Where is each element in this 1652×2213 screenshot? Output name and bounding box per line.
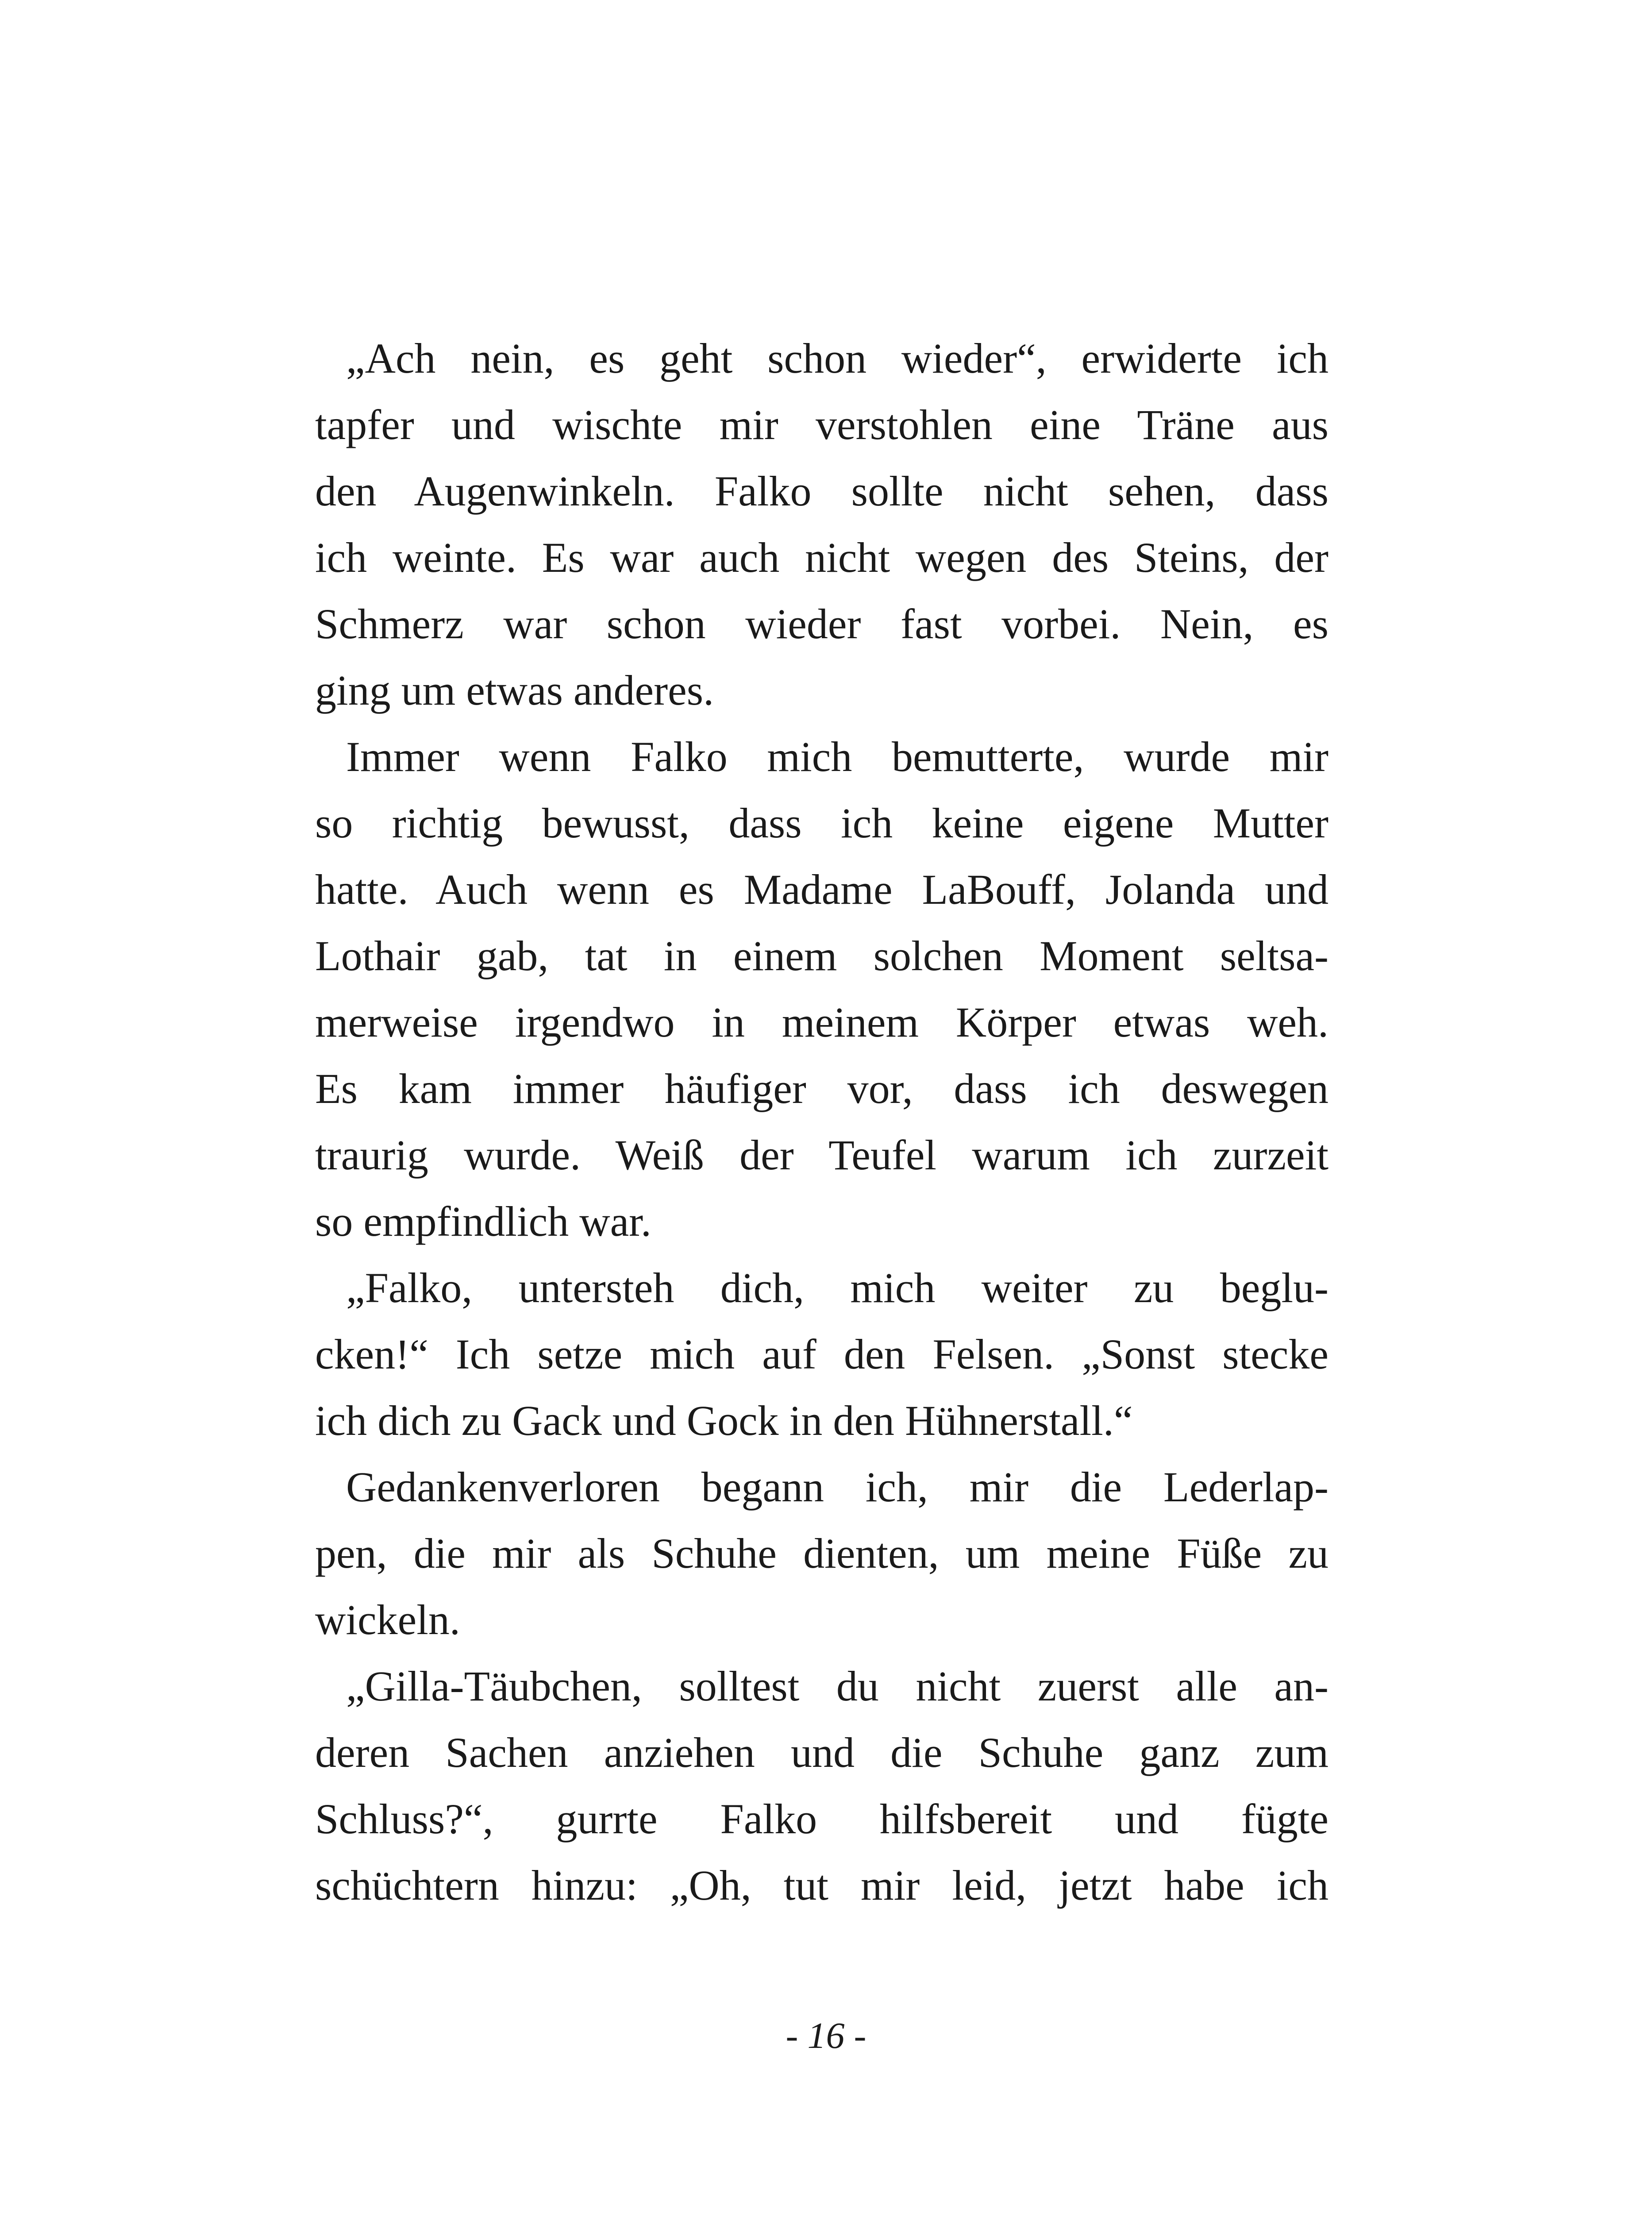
page-number: - 16 -	[786, 2015, 866, 2056]
text-line: den Augenwinkeln. Falko sollte nicht sehen, dass	[315, 467, 1329, 515]
text-line: Gedankenverloren begann ich, mir die Lederlap-	[346, 1463, 1329, 1511]
text-line: Lothair gab, tat in einem solchen Moment seltsa-	[315, 932, 1329, 979]
text-line: pen, die mir als Schuhe dienten, um meine Füße zu	[315, 1530, 1329, 1577]
text-line: ich dich zu Gack und Gock in den Hühnerstall.“	[315, 1397, 1133, 1444]
text-line: merweise irgendwo in meinem Körper etwas weh.	[315, 999, 1329, 1046]
text-line: ich weinte. Es war auch nicht wegen des Steins, der	[315, 534, 1329, 581]
text-line: Es kam immer häufiger vor, dass ich deswegen	[315, 1065, 1329, 1112]
text-line: hatte. Auch wenn es Madame LaBouff, Jolanda und	[315, 866, 1329, 913]
text-line: schüchtern hinzu: „Oh, tut mir leid, jetzt habe ich	[315, 1862, 1329, 1909]
text-line: „Falko, untersteh dich, mich weiter zu beglu-	[346, 1264, 1329, 1311]
text-line: wickeln.	[315, 1596, 460, 1643]
text-line: ging um etwas anderes.	[315, 667, 714, 714]
text-line: cken!“ Ich setze mich auf den Felsen. „Sonst stecke	[315, 1330, 1329, 1378]
text-line: „Ach nein, es geht schon wieder“, erwiderte ich	[346, 335, 1329, 382]
text-line: deren Sachen anziehen und die Schuhe ganz zum	[315, 1729, 1329, 1776]
text-line: tapfer und wischte mir verstohlen eine Träne aus	[315, 401, 1329, 448]
text-line: so empfindlich war.	[315, 1198, 651, 1245]
text-line: so richtig bewusst, dass ich keine eigene Mutter	[315, 799, 1329, 847]
text-line: Immer wenn Falko mich bemutterte, wurde mir	[346, 733, 1329, 780]
text-line: Schmerz war schon wieder fast vorbei. Nein, es	[315, 600, 1329, 648]
text-line: Schluss?“, gurrte Falko hilfsbereit und fügte	[315, 1795, 1329, 1843]
text-line: „Gilla-Täubchen, solltest du nicht zuerst alle an-	[346, 1662, 1329, 1710]
body-text	[315, 325, 1329, 1919]
text-line: traurig wurde. Weiß der Teufel warum ich zurzeit	[315, 1131, 1329, 1179]
